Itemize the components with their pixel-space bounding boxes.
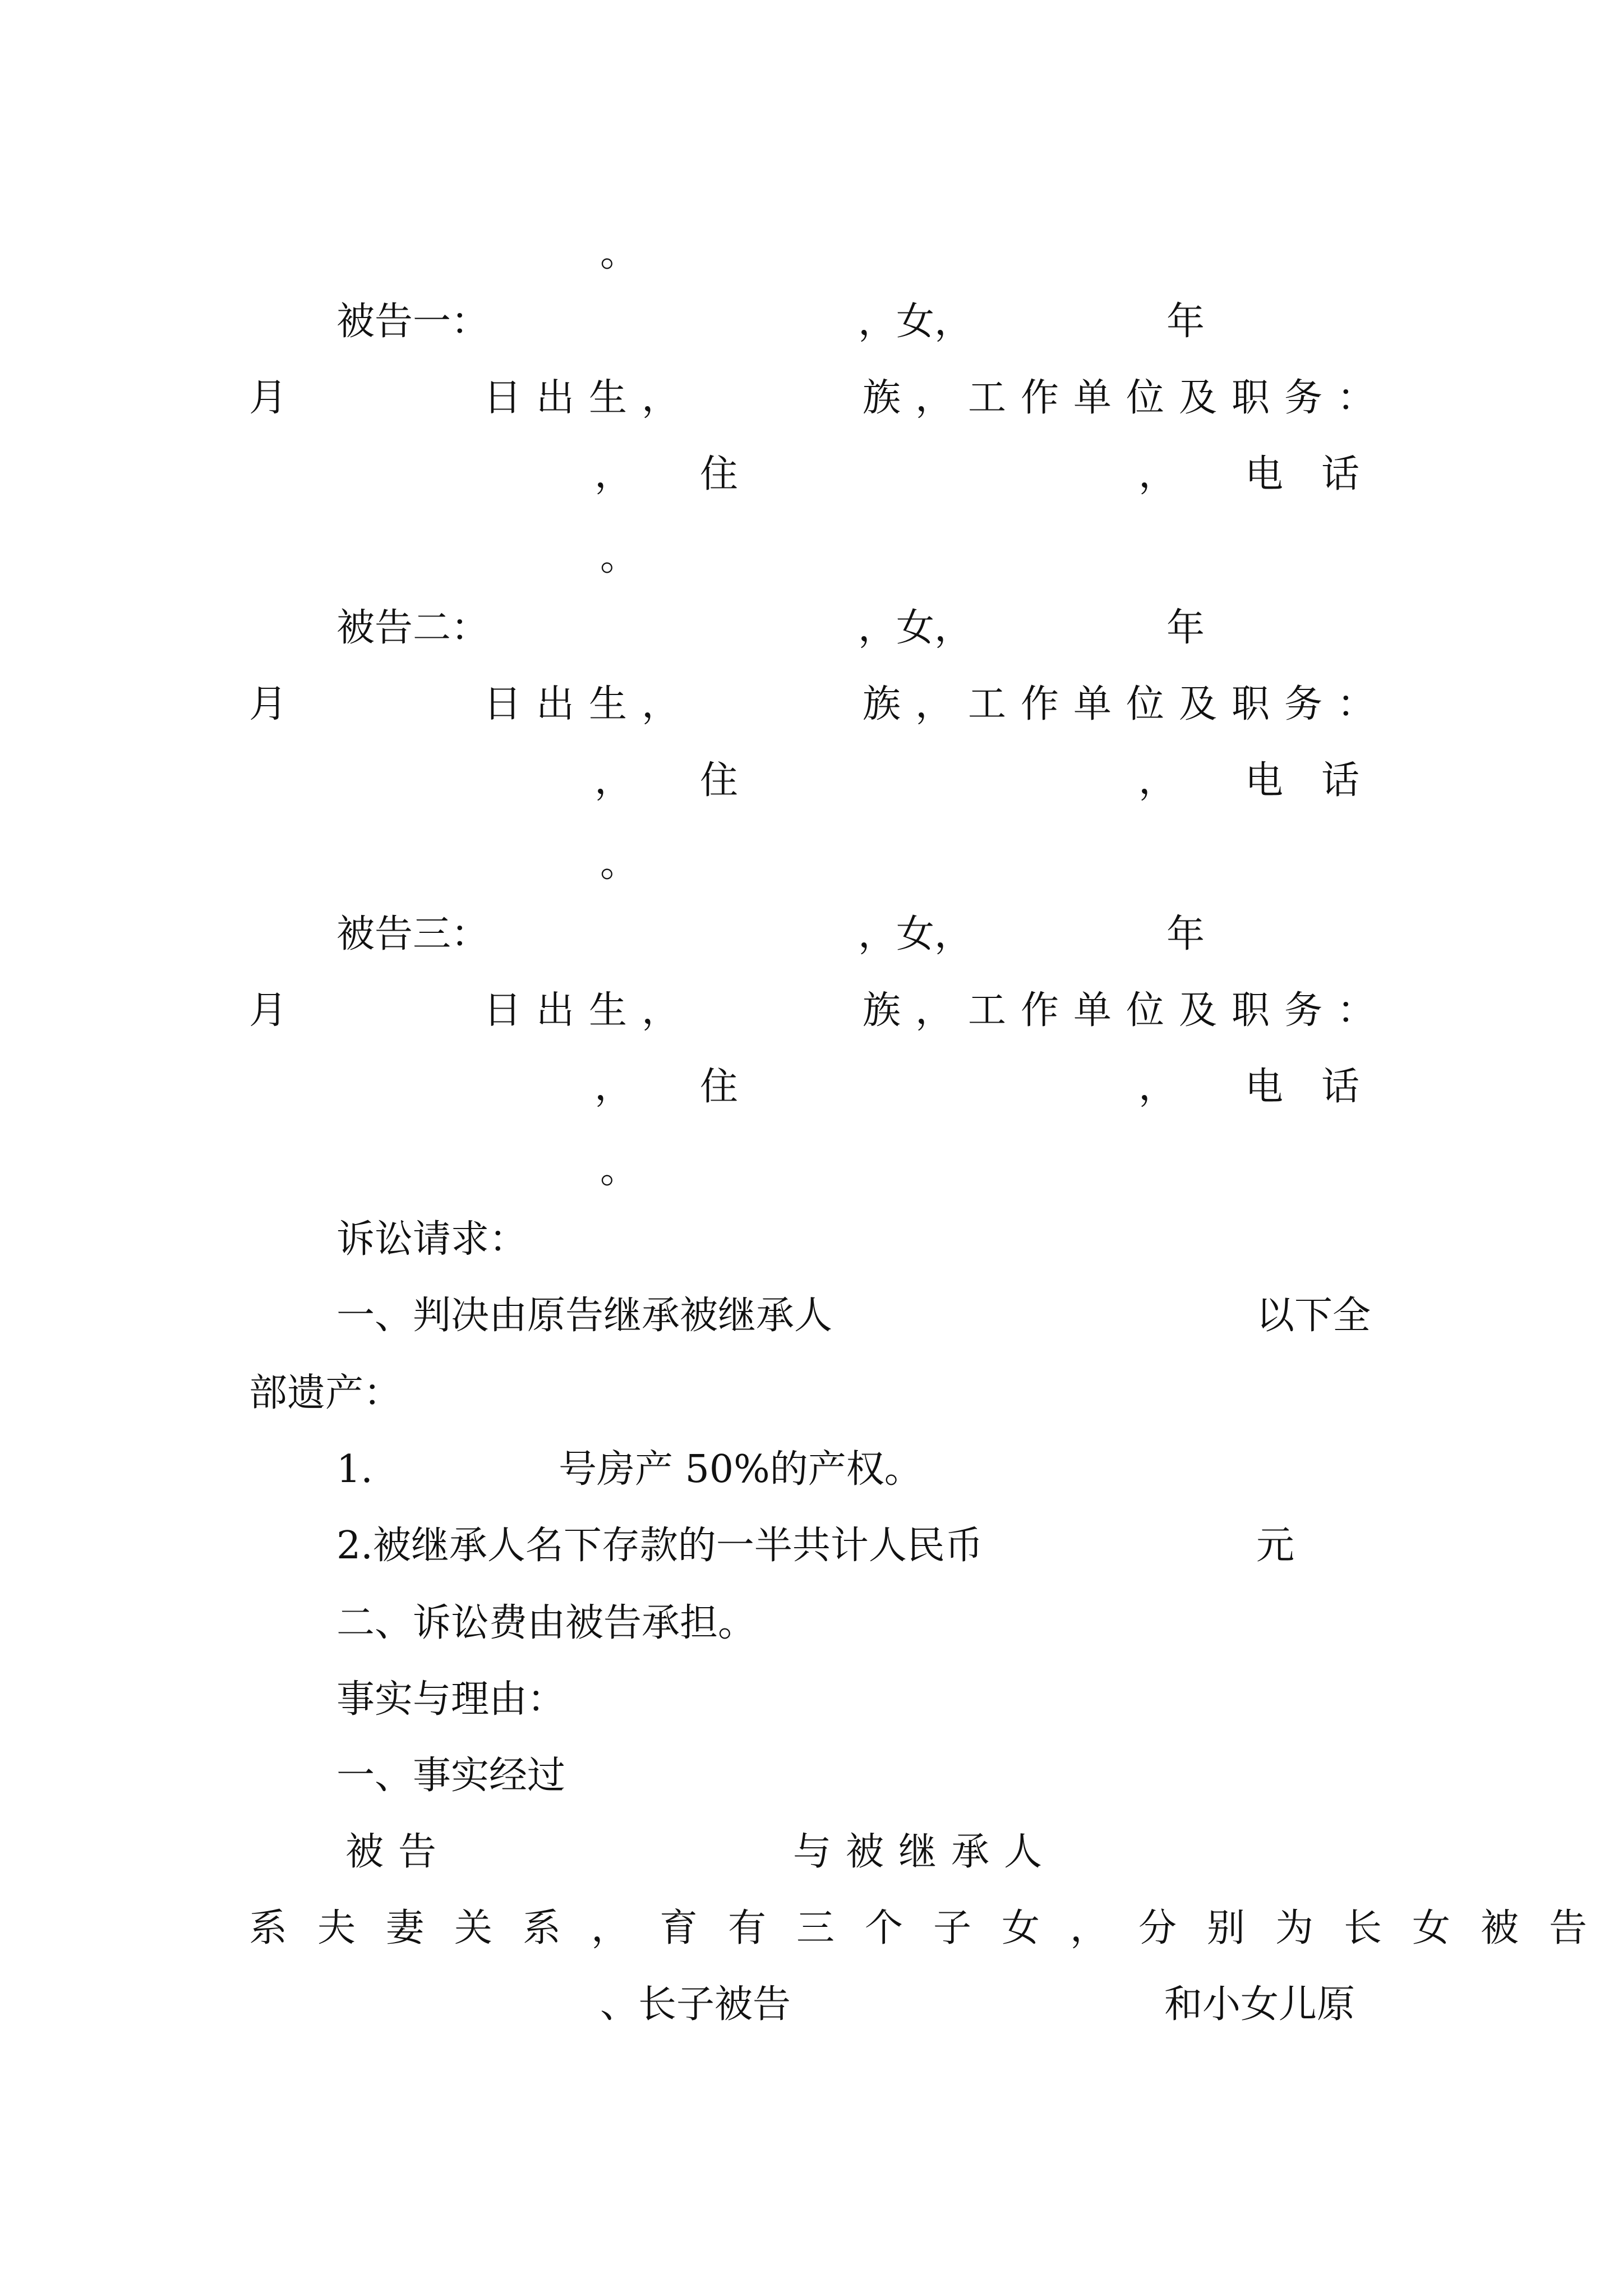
defendant-2-ethnicity-job: 族，工作单位及职务： bbox=[863, 682, 1390, 726]
defendant-2-phone: 电 话 bbox=[1245, 758, 1360, 803]
defendant-2-live: 住 bbox=[700, 758, 739, 803]
defendant-3-year: 年 bbox=[1166, 912, 1205, 956]
defendant-1-live: 住 bbox=[700, 452, 739, 496]
claims-heading: 诉讼请求： bbox=[336, 1217, 528, 1262]
claim-item-1-text: 号房产 50%的产权。 bbox=[559, 1447, 923, 1492]
defendant-1-birth: 日出生， bbox=[483, 376, 695, 420]
defendant-1-phone: 电 话 bbox=[1245, 452, 1360, 496]
defendant-2-comma2: ， bbox=[1138, 758, 1177, 803]
facts-heading: 事实与理由： bbox=[336, 1677, 566, 1722]
defendant-3-month: 月 bbox=[249, 988, 288, 1033]
defendant-3-comma2: ， bbox=[1138, 1065, 1177, 1109]
defendant-3-phone: 电 话 bbox=[1245, 1065, 1360, 1109]
defendant-1-year: 年 bbox=[1166, 300, 1205, 344]
fact-line-3-b: 和小女儿原 bbox=[1164, 1982, 1355, 2027]
fact-line-1-a: 被告 bbox=[345, 1830, 451, 1874]
fact-line-2: 系夫妻关系，育有三个子女，分别为长女被告 bbox=[249, 1906, 1618, 1950]
defendant-3-birth: 日出生， bbox=[483, 988, 695, 1033]
defendant-1-comma: ， bbox=[594, 452, 633, 496]
defendant-1-month: 月 bbox=[249, 376, 288, 420]
facts-subheading: 一、事实经过 bbox=[336, 1754, 566, 1798]
defendant-1-gender: ，女， bbox=[858, 300, 973, 344]
defendant-3-gender: ，女， bbox=[858, 912, 973, 956]
defendant-3-label: 被告三： bbox=[336, 912, 490, 956]
defendant-1-end: 。 bbox=[600, 535, 639, 579]
defendant-2-end: 。 bbox=[600, 841, 639, 886]
claim-1-end: 以下全 bbox=[1256, 1294, 1371, 1338]
period: 。 bbox=[600, 231, 639, 275]
fact-line-3-a: 、长子被告 bbox=[600, 1982, 791, 2027]
defendant-2-comma: ， bbox=[594, 758, 633, 803]
defendant-2-birth: 日出生， bbox=[483, 682, 695, 726]
claim-1-start: 一、判决由原告继承被继承人 bbox=[336, 1294, 833, 1338]
claim-item-1-number: 1. bbox=[336, 1447, 373, 1492]
fact-line-1-b: 与被继承人 bbox=[793, 1830, 1057, 1874]
defendant-3-comma: ， bbox=[594, 1065, 633, 1109]
defendant-3-end: 。 bbox=[600, 1148, 639, 1192]
defendant-2-month: 月 bbox=[249, 682, 288, 726]
claim-1-continuation: 部遗产： bbox=[249, 1371, 402, 1415]
defendant-2-label: 被告二： bbox=[336, 606, 490, 650]
defendant-1-ethnicity-job: 族，工作单位及职务： bbox=[863, 376, 1390, 420]
defendant-2-gender: ，女， bbox=[858, 606, 973, 650]
defendant-3-live: 住 bbox=[700, 1065, 739, 1109]
claim-item-2-text: 2.被继承人名下存款的一半共计人民币 bbox=[336, 1524, 983, 1568]
defendant-1-comma2: ， bbox=[1138, 452, 1177, 496]
defendant-2-year: 年 bbox=[1166, 606, 1205, 650]
defendant-3-ethnicity-job: 族，工作单位及职务： bbox=[863, 988, 1390, 1033]
claim-2: 二、诉讼费由被告承担。 bbox=[336, 1601, 757, 1645]
claim-item-2-unit: 元 bbox=[1256, 1524, 1295, 1568]
defendant-1-label: 被告一： bbox=[336, 300, 490, 344]
